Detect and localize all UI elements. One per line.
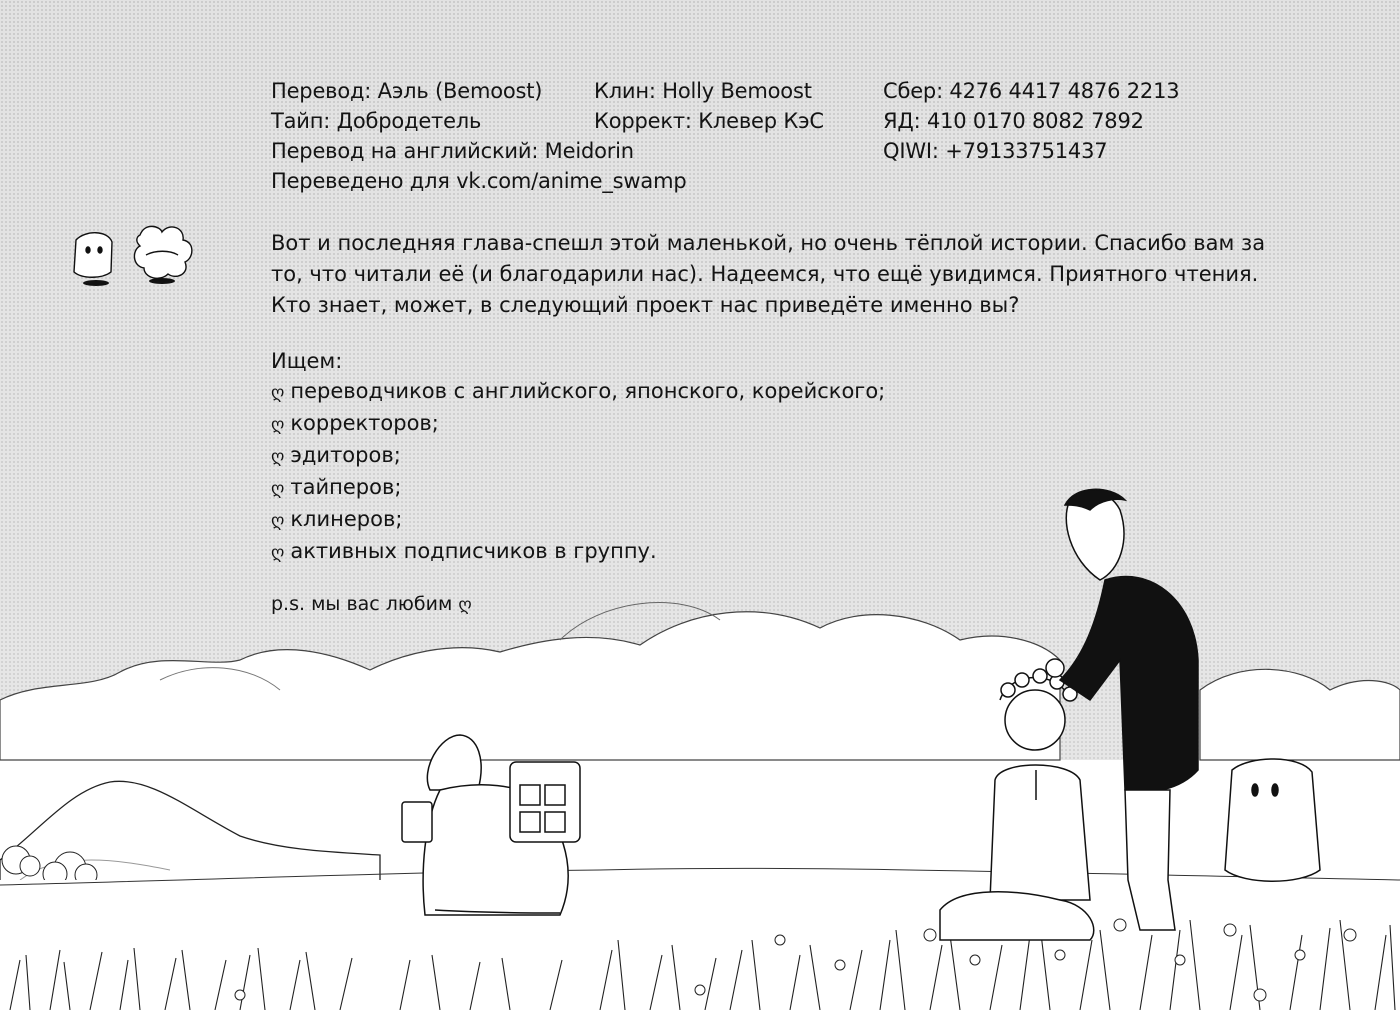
donation-details — [883, 76, 1179, 166]
list-item: ღ переводчиков с английского, японского, корейского; — [271, 376, 885, 408]
heart-icon: ღ — [271, 511, 285, 531]
credit-translated-for: Переведено для vk.com/anime_swamp — [271, 169, 687, 193]
credit-proofreader: Коррект: Клевер КэС — [594, 109, 824, 133]
heart-icon: ღ — [271, 415, 285, 435]
credit-translator: Перевод: Аэль (Bemoost) — [271, 79, 543, 103]
list-item: ღ корректоров; — [271, 408, 885, 440]
message-line: Кто знает, может, в следующий проект нас приведёте именно вы? — [271, 293, 1020, 317]
donation-sber: Сбер: 4276 4417 4876 2213 — [883, 79, 1180, 103]
heart-icon: ღ — [271, 479, 285, 499]
message-line: то, что читали её (и благодарили нас). Надеемся, что ещё увидимся. Приятного чтения. — [271, 262, 1259, 286]
list-item: ღ активных подписчиков в группу. — [271, 536, 885, 568]
heart-icon: ღ — [271, 447, 285, 467]
recruitment-list — [271, 346, 885, 568]
message-paragraph — [271, 228, 1266, 321]
list-item: ღ клинеров; — [271, 504, 885, 536]
list-item: ღ тайперов; — [271, 472, 885, 504]
postscript — [271, 589, 478, 620]
donation-yandex: ЯД: 410 0170 8082 7892 — [883, 109, 1144, 133]
ghost-mascot — [1225, 759, 1320, 881]
donation-qiwi: QIWI: +79133751437 — [883, 139, 1108, 163]
list-item: ღ эдиторов; — [271, 440, 885, 472]
message-line: Вот и последняя глава-спешл этой маленькой, но очень тёплой истории. Спасибо вам за — [271, 231, 1266, 255]
credit-typesetter: Тайп: Добродетель — [271, 109, 482, 133]
credits-column-2 — [594, 76, 824, 136]
crouching-man — [402, 735, 580, 915]
recruitment-heading: Ищем: — [271, 349, 343, 373]
credit-cleaner: Клин: Holly Bemoost — [594, 79, 812, 103]
credit-english-translator: Перевод на английский: Meidorin — [271, 139, 634, 163]
heart-icon: ღ — [458, 595, 472, 615]
postscript-text: p.s. мы вас любим — [271, 593, 453, 615]
heart-icon: ღ — [271, 543, 285, 563]
heart-icon: ღ — [271, 383, 285, 403]
